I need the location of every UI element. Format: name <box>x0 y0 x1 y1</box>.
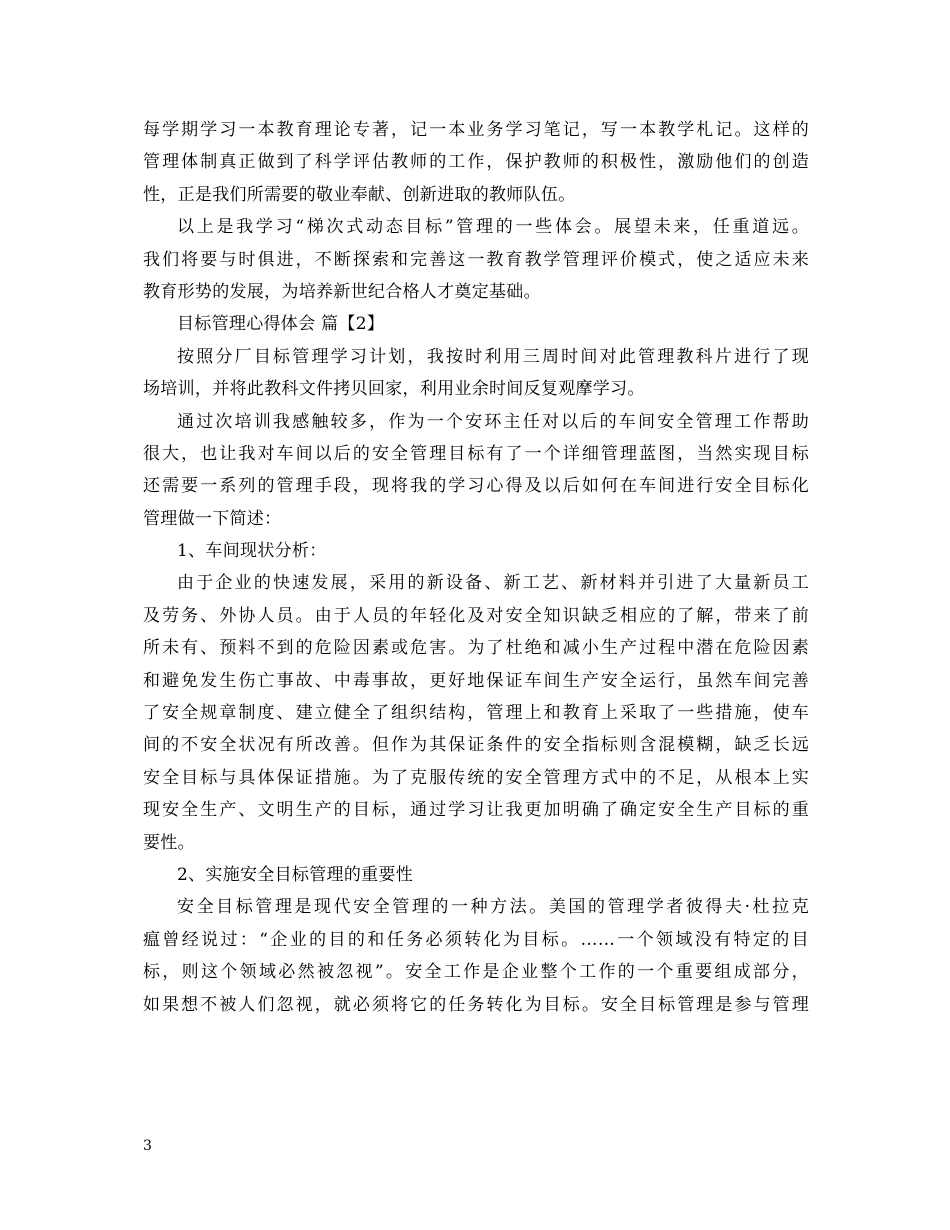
text-line: 所未有、预料不到的危险因素或危害。为了杜绝和减小生产过程中潜在危险因素 <box>143 638 809 659</box>
text-line: 按照分厂目标管理学习计划，我按时利用三周时间对此管理教科片进行了现 <box>177 346 809 367</box>
text-line: 现安全生产、文明生产的目标，通过学习让我更加明确了确定安全生产目标的重 <box>143 800 809 821</box>
text-line: 性，正是我们所需要的敬业奉献、创新进取的教师队伍。 <box>143 184 576 205</box>
text-line: 目标管理心得体会 篇【2】 <box>177 314 385 335</box>
page-number: 3 <box>143 1138 152 1154</box>
text-line: 和避免发生伤亡事故、中毒事故，更好地保证车间生产安全运行，虽然车间完善 <box>143 670 809 691</box>
text-line: 管理做一下简述： <box>143 508 282 529</box>
text-line: 了安全规章制度、建立健全了组织结构，管理上和教育上采取了一些措施，使车 <box>143 703 809 724</box>
text-line: 以上是我学习“梯次式动态目标”管理的一些体会。展望未来，任重道远。 <box>177 217 809 238</box>
text-line: 通过次培训我感触较多，作为一个安环主任对以后的车间安全管理工作帮助 <box>177 411 809 432</box>
text-line: 还需要一系列的管理手段，现将我的学习心得及以后如何在车间进行安全目标化 <box>143 476 809 497</box>
text-line: 由于企业的快速发展，采用的新设备、新工艺、新材料并引进了大量新员工 <box>177 573 809 594</box>
text-line: 安全目标管理是现代安全管理的一种方法。美国的管理学者彼得夫·杜拉克 <box>177 897 809 918</box>
text-line: 1、车间现状分析： <box>177 541 327 562</box>
text-line: 及劳务、外协人员。由于人员的年轻化及对安全知识缺乏相应的了解，带来了前 <box>143 605 809 626</box>
text-line: 管理体制真正做到了科学评估教师的工作，保护教师的积极性，激励他们的创造 <box>143 152 809 173</box>
text-line: 教育形势的发展，为培养新世纪合格人才奠定基础。 <box>143 281 541 302</box>
text-line: 要性。 <box>143 832 195 853</box>
text-line: 2、实施安全目标管理的重要性 <box>177 864 414 885</box>
text-line: 场培训，并将此教科文件拷贝回家，利用业余时间反复观摩学习。 <box>143 379 645 400</box>
text-line: 我们将要与时俱进，不断探索和完善这一教育教学管理评价模式，使之适应未来 <box>143 249 809 270</box>
text-line: 瘟曾经说过：“企业的目的和任务必须转化为目标。……一个领域没有特定的目 <box>143 929 809 950</box>
document-body <box>143 114 809 1021</box>
text-line: 间的不安全状况有所改善。但作为其保证条件的安全指标则含混模糊，缺乏长远 <box>143 735 809 756</box>
text-line: 每学期学习一本教育理论专著，记一本业务学习笔记，写一本教学札记。这样的 <box>143 120 809 140</box>
text-line: 标，则这个领域必然被忽视”。安全工作是企业整个工作的一个重要组成部分， <box>143 962 809 983</box>
text-line: 安全目标与具体保证措施。为了克服传统的安全管理方式中的不足，从根本上实 <box>143 767 809 788</box>
text-line: 很大，也让我对车间以后的安全管理目标有了一个详细管理蓝图，当然实现目标 <box>143 443 809 464</box>
text-line: 如果想不被人们忽视，就必须将它的任务转化为目标。安全目标管理是参与管理 <box>143 994 809 1015</box>
